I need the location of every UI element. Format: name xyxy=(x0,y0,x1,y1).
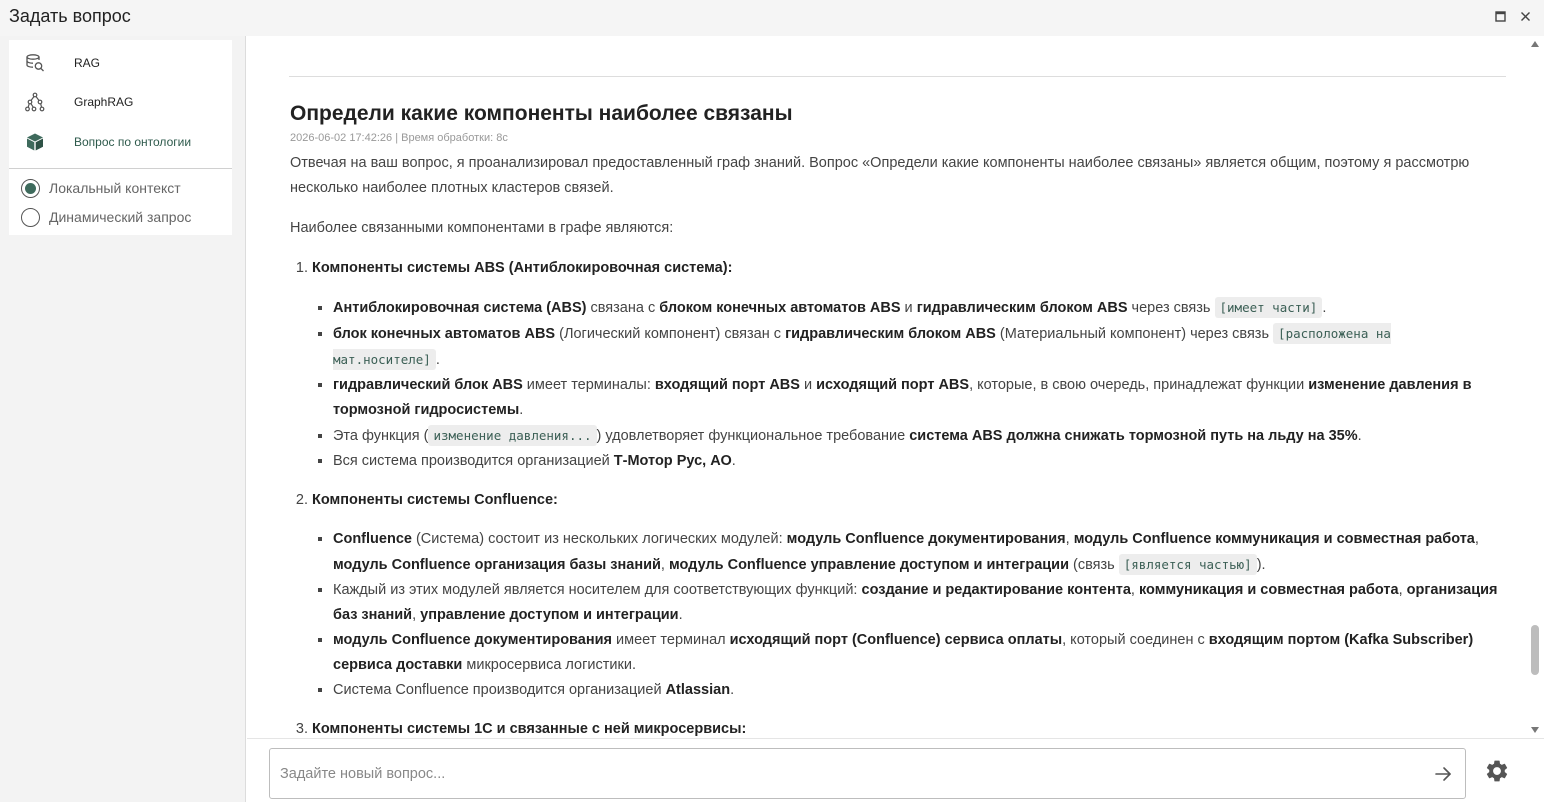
mode-label-ontology: Вопрос по онтологии xyxy=(74,135,192,149)
list-item: ▪ гидравлический блок ABS имеет терминалы: входящий порт ABS и исходящий порт ABS, которые, в свою очередь, принадлежат функции изменение давления в тормозной гидросистемы. xyxy=(333,373,1505,423)
list-item xyxy=(312,256,1505,474)
divider xyxy=(9,168,232,169)
maximize-icon[interactable] xyxy=(1492,8,1508,24)
mode-panel xyxy=(9,40,232,235)
cube-icon xyxy=(24,131,46,153)
radio-dynamic-query[interactable] xyxy=(21,206,191,228)
list-item: ▪ Каждый из этих модулей является носителем для соответствующих функций: создание и редактирование контента, коммуникация и совместная работа, организация баз знаний, управление доступом и интеграции. xyxy=(333,578,1505,628)
divider xyxy=(289,76,1506,77)
list-item: ▪ Вся система производится организацией Т-Мотор Рус, АО. xyxy=(333,449,1505,474)
relation-code: [имеет части] xyxy=(1215,297,1323,318)
scrollbar[interactable] xyxy=(1528,36,1542,738)
answer-area xyxy=(247,36,1528,738)
bullet-list xyxy=(333,295,1505,474)
arrow-right-icon[interactable] xyxy=(1432,763,1454,785)
window-title: Задать вопрос xyxy=(9,6,131,26)
mode-item-ontology[interactable] xyxy=(9,124,232,160)
answer-lead: Наиболее связанными компонентами в графе являются: xyxy=(290,220,674,236)
title-bar xyxy=(0,0,1544,36)
list-item xyxy=(312,488,1505,703)
answer-list xyxy=(312,256,1505,738)
mode-label-rag: RAG xyxy=(74,56,101,70)
radio-label-dynamic: Динамический запрос xyxy=(49,209,192,225)
list-item: ▪ блок конечных автоматов ABS (Логический компонент) связан с гидравлическим блоком ABS (Материальный компонент) через связь [расположена на мат.носителе] . xyxy=(333,321,1505,373)
gear-icon[interactable] xyxy=(1483,757,1511,785)
radio-label-local: Локальный контекст xyxy=(49,180,181,196)
mode-item-rag[interactable] xyxy=(9,45,232,81)
list-item: ▪ Система Confluence производится организацией Atlassian. xyxy=(333,678,1505,703)
mode-label-graphrag: GraphRAG xyxy=(74,95,134,109)
list-item xyxy=(312,717,1505,738)
close-icon[interactable] xyxy=(1517,8,1533,24)
question-meta: 2026-06-02 17:42:26 | Время обработки: 8с xyxy=(290,132,508,144)
answer-intro: Отвечая на ваш вопрос, я проанализировал предоставленный граф знаний. Вопрос «Определи какие компоненты наиболее связаны» является общим, поэтому я рассмотрю несколько наиболее плотных кластеров связей. xyxy=(290,155,1470,196)
question-input-box xyxy=(269,748,1466,799)
list-item: ▪ модуль Confluence документирования имеет терминал исходящий порт (Confluence) сервиса оплаты, который соединен с входящим портом (Kafka Subscriber) сервиса доставки микросервиса логистики. xyxy=(333,628,1505,678)
question-input[interactable] xyxy=(280,763,1410,785)
scroll-down-icon[interactable] xyxy=(1531,727,1539,733)
list-item: ▪ Антиблокировочная система (ABS) связана с блоком конечных автоматов ABS и гидравлическим блоком ABS через связь [имеет части] . xyxy=(333,295,1505,321)
graph-nodes-icon xyxy=(24,91,46,113)
answer-text xyxy=(290,151,1505,738)
relation-code: [является частью] xyxy=(1119,554,1257,575)
section-heading: 3. Компоненты системы 1С и связанные с ней микросервисы: xyxy=(312,721,747,737)
relation-code: [расположена на мат.носителе] xyxy=(333,323,1391,370)
radio-button-checked[interactable] xyxy=(21,179,40,198)
section-heading: 1. Компоненты системы ABS (Антиблокировочная система): xyxy=(312,260,733,276)
radio-button-unchecked[interactable] xyxy=(21,208,40,227)
list-item: ▪ Эта функция ( изменение давления... ) удовлетворяет функциональное требование система ABS должна снижать тормозной путь на льду на 35%. xyxy=(333,423,1505,449)
scroll-thumb[interactable] xyxy=(1531,625,1539,675)
question-title: Определи какие компоненты наиболее связаны xyxy=(290,102,793,125)
bullet-list xyxy=(333,527,1505,703)
list-item: ▪ Confluence (Система) состоит из нескольких логических модулей: модуль Confluence документирования, модуль Confluence коммуникация и совместная работа, модуль Confluence организация базы знаний, модуль Confluence управление доступом и интеграции (связь [является частью] ). xyxy=(333,527,1505,578)
database-search-icon xyxy=(24,52,46,74)
relation-code: изменение давления... xyxy=(428,425,596,446)
mode-item-graphrag[interactable] xyxy=(9,84,232,120)
radio-local-context[interactable] xyxy=(21,177,181,199)
scroll-up-icon[interactable] xyxy=(1531,41,1539,47)
section-heading: 2. Компоненты системы Confluence: xyxy=(312,492,558,508)
question-bar xyxy=(247,738,1544,802)
